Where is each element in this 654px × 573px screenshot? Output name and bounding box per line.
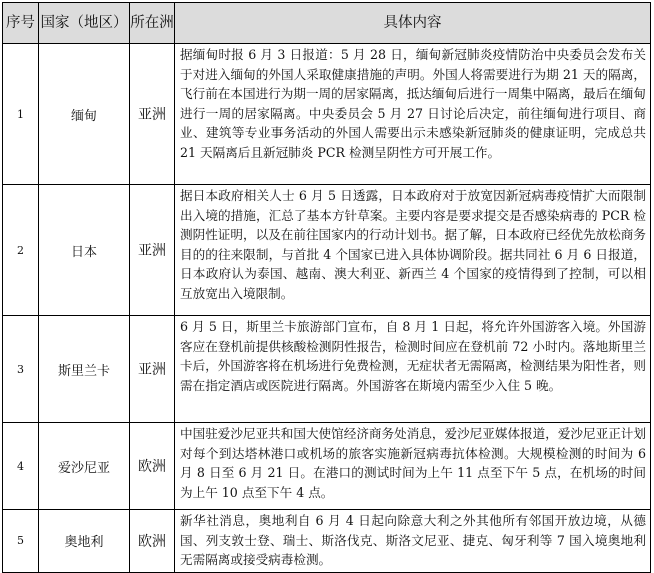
row-country: 缅甸	[39, 44, 130, 185]
row-continent: 欧洲	[130, 423, 175, 510]
row-country: 斯里兰卡	[39, 316, 130, 423]
row-seq: 3	[3, 316, 39, 423]
row-content: 6 月 5 日，斯里兰卡旅游部门宣布，自 8 月 1 日起，将允许外国游客入境。外国游客应在登机前提供核酸检测阴性报告，检测时间应在登机前 72 小时内。落地斯里兰卡后，外国游客将在机场进行免费检测，无症状者无需隔离，检测结果为阳性者，则需在指定酒店或医院进行隔离。外国游客在斯境内需至少入住 5 晚。	[175, 316, 651, 423]
table-row	[3, 316, 651, 423]
row-content: 新华社消息，奥地利自 6 月 4 日起向除意大利之外其他所有邻国开放边境，从德国、列支敦士登、瑞士、斯洛伐克、斯洛文尼亚、捷克、匈牙利等 7 国入境奥地利无需隔离或接受病毒检测。	[175, 510, 651, 573]
row-country: 日本	[39, 185, 130, 316]
header-country: 国家（地区）	[39, 3, 130, 44]
policy-table	[2, 2, 651, 573]
row-continent: 欧洲	[130, 510, 175, 573]
header-row	[3, 3, 651, 44]
row-seq: 4	[3, 423, 39, 510]
row-content: 据缅甸时报 6 月 3 日报道：5 月 28 日，缅甸新冠肺炎疫情防治中央委员会发布关于对进入缅甸的外国人采取健康措施的声明。外国人将需要进行为期 21 天的隔离，飞行前在本国进行为期一周的居家隔离，抵达缅甸后进行一周集中隔离，最后在缅甸进行一周的居家隔离。中央委员会 5 月 27 日讨论后决定，前往缅甸进行项目、商业、建筑等专业事务活动的外国人需要出示未感染新冠肺炎的健康证明，完成总共 21 天隔离后且新冠肺炎 PCR 检测呈阴性方可开展工作。	[175, 44, 651, 185]
row-content: 中国驻爱沙尼亚共和国大使馆经济商务处消息，爱沙尼亚媒体报道，爱沙尼亚正计划对每个到达塔林港口或机场的旅客实施新冠病毒抗体检测。大规模检测的时间为 6 月 8 日至 6 月 21 日。在港口的测试时间为上午 11 点至下午 5 点，在机场的时间为上午 10 点至下午 4 点。	[175, 423, 651, 510]
table-row	[3, 44, 651, 185]
row-country: 爱沙尼亚	[39, 423, 130, 510]
row-continent: 亚洲	[130, 185, 175, 316]
row-content: 据日本政府相关人士 6 月 5 日透露，日本政府对于放宽因新冠病毒疫情扩大而限制出入境的措施，汇总了基本方针草案。主要内容是要求提交是否感染病毒的 PCR 检测阴性证明，以及在前往国家内的行动计划书。据了解，日本政府已经优先放松商务目的的往来限制，与首批 4 个国家已进入具体协调阶段。据共同社 6 月 6 日报道，日本政府认为泰国、越南、澳大利亚、新西兰 4 个国家的疫情得到了控制，可以相互放宽出入境限制。	[175, 185, 651, 316]
row-seq: 5	[3, 510, 39, 573]
row-country: 奥地利	[39, 510, 130, 573]
table-row	[3, 185, 651, 316]
header-content: 具体内容	[175, 3, 651, 44]
table-row	[3, 510, 651, 573]
table-row	[3, 423, 651, 510]
header-continent: 所在洲	[130, 3, 175, 44]
row-continent: 亚洲	[130, 44, 175, 185]
header-seq: 序号	[3, 3, 39, 44]
row-seq: 2	[3, 185, 39, 316]
row-continent: 亚洲	[130, 316, 175, 423]
row-seq: 1	[3, 44, 39, 185]
